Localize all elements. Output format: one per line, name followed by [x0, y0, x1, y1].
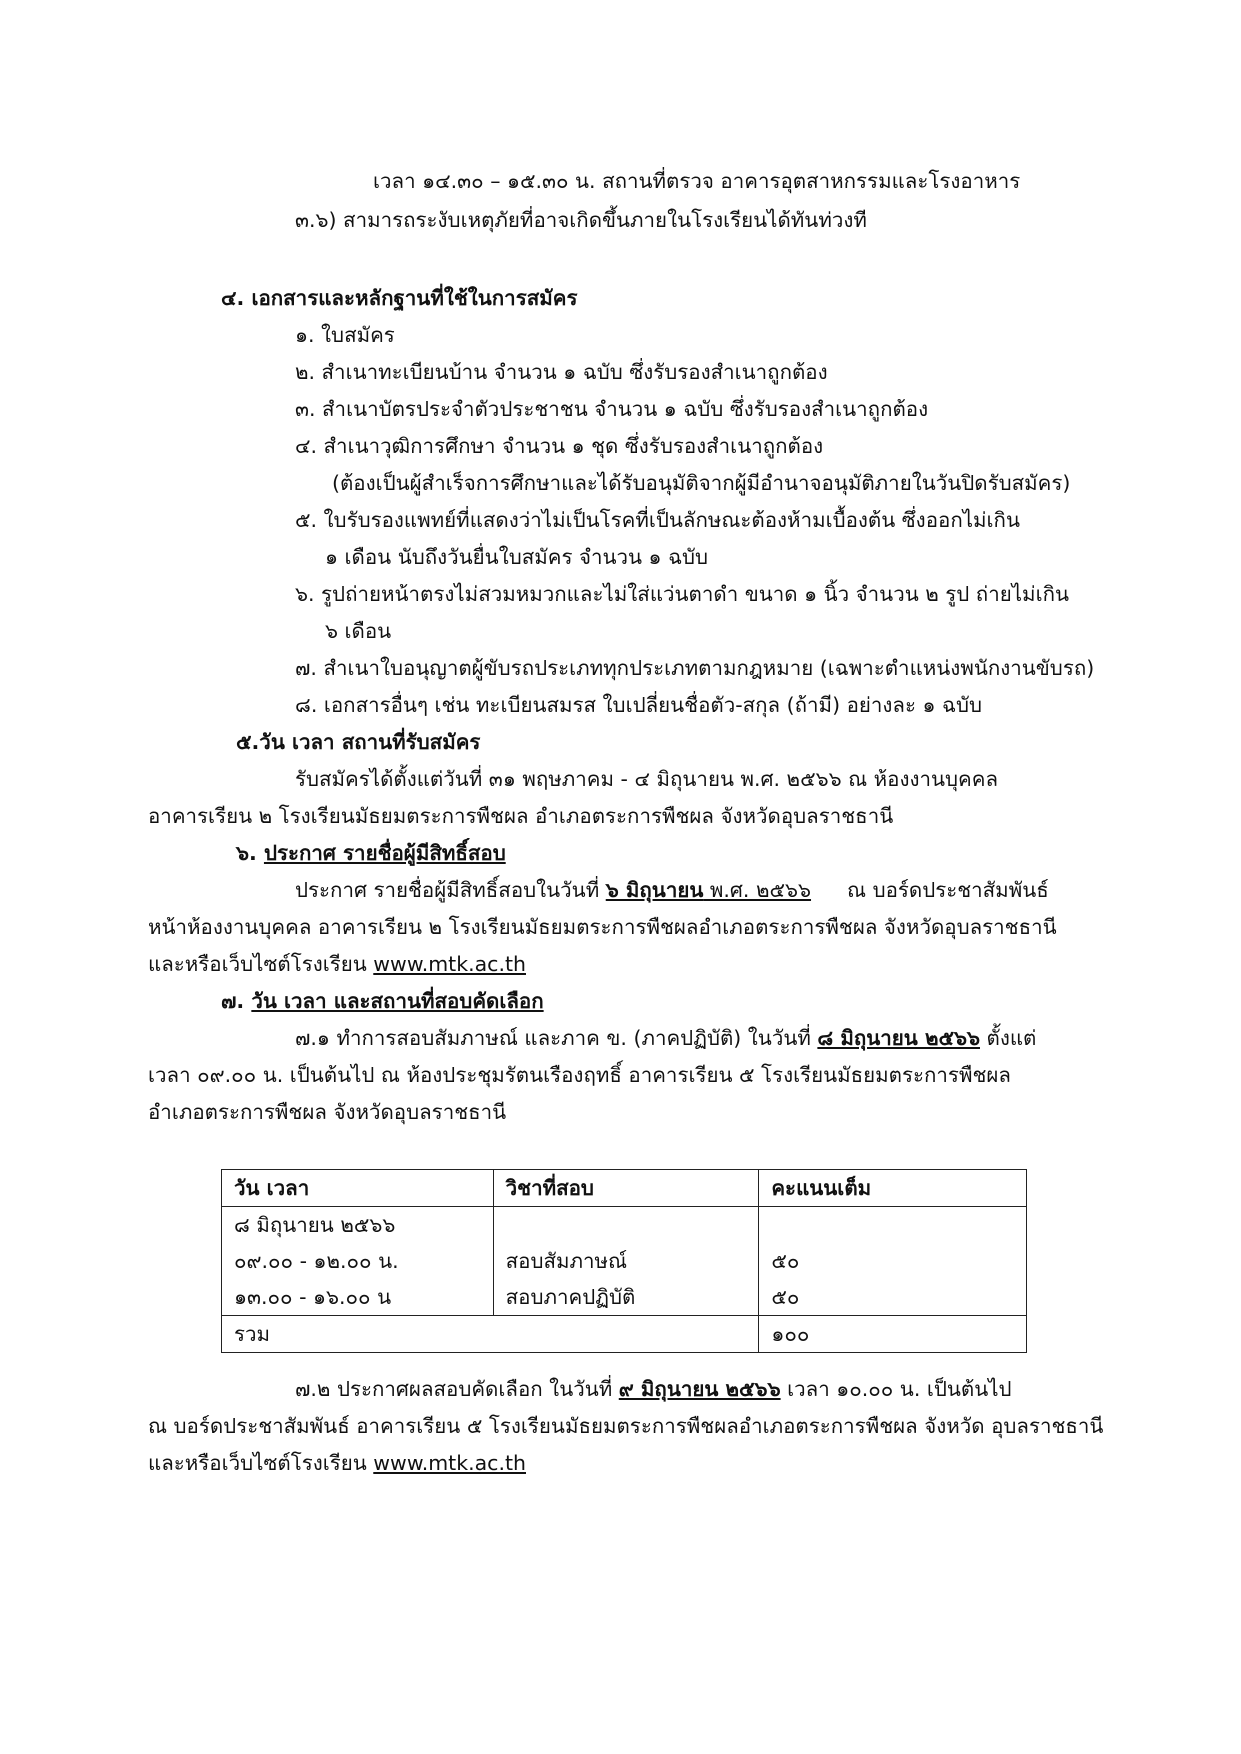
- section-7-2-para-2: ณ บอร์ดประชาสัมพันธ์ อาคารเรียน ๕ โรงเรียนมัธยมตระการพืชผลอำเภอตระการพืชผล จังหวัด อุบลราชธานี: [148, 1414, 1104, 1438]
- section-6-title: ประกาศ รายชื่อผู้มีสิทธิ์สอบ: [263, 841, 506, 865]
- section-6-para-1-end: ณ บอร์ดประชาสัมพันธ์: [847, 878, 1049, 902]
- doc-item-1: ๑. ใบสมัคร: [295, 323, 395, 347]
- doc-item-3: ๓. สำเนาบัตรประจำตัวประชาชน จำนวน ๑ ฉบับ ซึ่งรับรองสำเนาถูกต้อง: [295, 397, 929, 421]
- section-7-2-end: เวลา ๑๐.๐๐ น. เป็นต้นไป: [780, 1377, 1012, 1401]
- section-7-2-para-1: [295, 1374, 1012, 1404]
- section-7-1-para-1: [295, 1023, 1036, 1053]
- table-total-row: [222, 1316, 1027, 1353]
- section-7-1-para-2: เวลา ๐๙.๐๐ น. เป็นต้นไป ณ ห้องประชุมรัตนเรืองฤทธิ์ อาคารเรียน ๕ โรงเรียนมัธยมตระการพืชผล: [148, 1063, 1011, 1087]
- section-6-date: ๖ มิถุนายน: [605, 878, 704, 902]
- total-score-cell: ๑๐๐: [759, 1316, 1027, 1353]
- website-link[interactable]: www.mtk.ac.th: [373, 952, 526, 976]
- empty-cell: [759, 1207, 1027, 1244]
- doc-item-6-cont: ๖ เดือน: [325, 619, 392, 643]
- doc-item-4: ๔. สำเนาวุฒิการศึกษา จำนวน ๑ ชุด ซึ่งรับรองสำเนาถูกต้อง: [295, 434, 824, 458]
- table-header-cell: วิชาที่สอบ: [493, 1170, 759, 1207]
- section-7-heading: [221, 986, 544, 1016]
- doc-item-6: ๖. รูปถ่ายหน้าตรงไม่สวมหมวกและไม่ใส่แว่นตาดำ ขนาด ๑ นิ้ว จำนวน ๒ รูป ถ่ายไม่เกิน: [295, 582, 1069, 606]
- website-link[interactable]: www.mtk.ac.th: [373, 1451, 526, 1475]
- table-row: [222, 1279, 1027, 1316]
- exam-subject-cell: สอบสัมภาษณ์: [493, 1243, 759, 1279]
- exam-score-cell: ๕๐: [759, 1279, 1027, 1316]
- section-6-number: ๖.: [236, 841, 264, 865]
- exam-time-cell: ๐๙.๐๐ - ๑๒.๐๐ น.: [222, 1243, 494, 1279]
- exam-subject-cell: สอบภาคปฏิบัติ: [493, 1279, 759, 1316]
- section-7-2-date: ๙ มิถุนายน ๒๕๖๖: [618, 1377, 781, 1401]
- table-header-cell: คะแนนเต็ม: [759, 1170, 1027, 1207]
- section-7-1-text: ๗.๑ ทำการสอบสัมภาษณ์ และภาค ข. (ภาคปฏิบัติ) ในวันที่: [295, 1026, 818, 1050]
- exam-score-cell: ๕๐: [759, 1243, 1027, 1279]
- section-7-2-para-3-text: และหรือเว็บไซต์โรงเรียน: [148, 1451, 374, 1475]
- section-6-para-2: หน้าห้องงานบุคคล อาคารเรียน ๒ โรงเรียนมัธยมตระการพืชผลอำเภอตระการพืชผล จังหวัดอุบลราชธานี: [148, 915, 1057, 939]
- doc-item-2: ๒. สำเนาทะเบียนบ้าน จำนวน ๑ ฉบับ ซึ่งรับรองสำเนาถูกต้อง: [295, 360, 828, 384]
- section-7-2-para-3: [148, 1448, 526, 1478]
- section-7-1-date: ๘ มิถุนายน ๒๕๖๖: [817, 1026, 980, 1050]
- empty-cell: [493, 1207, 759, 1244]
- section-6-para-1-text: ประกาศ รายชื่อผู้มีสิทธิ์สอบในวันที่: [295, 878, 606, 902]
- doc-item-8: ๘. เอกสารอื่นๆ เช่น ทะเบียนสมรส ใบเปลี่ยนชื่อตัว-สกุล (ถ้ามี) อย่างละ ๑ ฉบับ: [295, 693, 983, 717]
- section-7-title: วัน เวลา และสถานที่สอบคัดเลือก: [251, 989, 544, 1013]
- section-6-para-3: [148, 949, 526, 979]
- section-6-para-1: [295, 875, 1049, 905]
- section-7-2-text: ๗.๒ ประกาศผลสอบคัดเลือก ในวันที่: [295, 1377, 619, 1401]
- schedule-time-line: เวลา ๑๔.๓๐ – ๑๕.๓๐ น. สถานที่ตรวจ อาคารอุตสาหกรรมและโรงอาหาร: [373, 169, 1021, 193]
- section-5-para-1: รับสมัครได้ตั้งแต่วันที่ ๓๑ พฤษภาคม - ๔ มิถุนายน พ.ศ. ๒๕๖๖ ณ ห้องงานบุคคล: [295, 767, 999, 791]
- section-7-1-para-3: อำเภอตระการพืชผล จังหวัดอุบลราชธานี: [148, 1100, 507, 1124]
- section-5-heading: ๕.วัน เวลา สถานที่รับสมัคร: [236, 730, 481, 754]
- table-row: [222, 1207, 1027, 1244]
- doc-item-5-cont: ๑ เดือน นับถึงวันยื่นใบสมัคร จำนวน ๑ ฉบับ: [325, 545, 709, 569]
- section-6-year: พ.ศ. ๒๕๖๖: [703, 878, 812, 902]
- doc-item-5: ๕. ใบรับรองแพทย์ที่แสดงว่าไม่เป็นโรคที่เป็นลักษณะต้องห้ามเบื้องต้น ซึ่งออกไม่เกิน: [295, 508, 1020, 532]
- exam-time-cell: ๑๓.๐๐ - ๑๖.๐๐ น: [222, 1279, 494, 1316]
- table-header-row: [222, 1170, 1027, 1207]
- total-label-cell: รวม: [222, 1316, 759, 1353]
- section-5-para-2: อาคารเรียน ๒ โรงเรียนมัธยมตระการพืชผล อำเภอตระการพืชผล จังหวัดอุบลราชธานี: [148, 804, 894, 828]
- section-7-1-end: ตั้งแต่: [980, 1026, 1037, 1050]
- exam-schedule-table: [221, 1169, 1027, 1353]
- exam-date-cell: ๘ มิถุนายน ๒๕๖๖: [222, 1207, 494, 1244]
- table-header-cell: วัน เวลา: [222, 1170, 494, 1207]
- doc-item-4-note: (ต้องเป็นผู้สำเร็จการศึกษาและได้รับอนุมัติจากผู้มีอำนาจอนุมัติภายในวันปิดรับสมัคร): [332, 471, 1071, 495]
- section-4-heading: ๔. เอกสารและหลักฐานที่ใช้ในการสมัคร: [221, 286, 578, 310]
- section-6-para-3-text: และหรือเว็บไซต์โรงเรียน: [148, 952, 374, 976]
- doc-item-7: ๗. สำเนาใบอนุญาตผู้ขับรถประเภททุกประเภทตามกฎหมาย (เฉพาะตำแหน่งพนักงานขับรถ): [295, 656, 1095, 680]
- table-row: [222, 1243, 1027, 1279]
- item-3-6: ๓.๖) สามารถระงับเหตุภัยที่อาจเกิดขึ้นภายในโรงเรียนได้ทันท่วงที: [295, 208, 867, 232]
- section-7-number: ๗.: [221, 989, 252, 1013]
- section-6-heading: [236, 838, 506, 868]
